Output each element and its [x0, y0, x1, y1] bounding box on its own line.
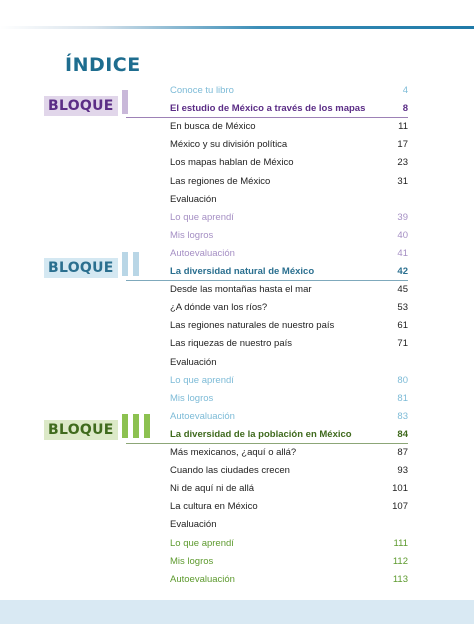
toc-entry[interactable] — [170, 571, 408, 589]
toc-entry[interactable] — [170, 173, 408, 191]
toc-entry-page: 39 — [397, 211, 408, 223]
roman-numeral-bar — [122, 252, 128, 276]
toc-entry-title: La cultura en México — [170, 501, 258, 513]
toc-entry-page: 81 — [397, 392, 408, 404]
toc-entry-page: 71 — [397, 338, 408, 350]
toc-entry-title: Autoevaluación — [170, 573, 235, 585]
bloque-2-label: BLOQUE — [44, 258, 118, 278]
toc-entry-page: 101 — [392, 483, 408, 495]
roman-numeral-bar — [133, 414, 139, 438]
toc-entry-page: 53 — [397, 302, 408, 314]
toc-entry-title: Evaluación — [170, 193, 217, 205]
toc-entry-page: 23 — [397, 157, 408, 169]
toc-entry[interactable] — [170, 354, 408, 372]
toc-entry-title: Las regiones naturales de nuestro país — [170, 320, 335, 332]
toc-entry-title: Más mexicanos, ¿aquí o allá? — [170, 447, 297, 458]
block-title-underline — [126, 280, 408, 281]
toc-entry[interactable] — [170, 245, 408, 263]
toc-entry-page: 84 — [397, 428, 408, 440]
toc-entry-page: 93 — [397, 465, 408, 477]
toc-entry-title: Autoevaluación — [170, 410, 235, 422]
toc-entry-title: Cuando las ciudades crecen — [170, 465, 290, 477]
toc-entry[interactable] — [170, 263, 408, 281]
bloque-3-label: BLOQUE — [44, 420, 118, 440]
toc-entry-title: Lo que aprendí — [170, 211, 234, 223]
toc-entry[interactable] — [170, 100, 408, 118]
toc-entry-title: Evaluación — [170, 519, 217, 531]
toc-entry-title: Lo que aprendí — [170, 537, 234, 549]
toc-entry-title: Mis logros — [170, 392, 214, 404]
toc-entry-page: 31 — [397, 175, 408, 187]
toc-entry-page: 45 — [397, 284, 408, 296]
toc-entry-title: ¿A dónde van los ríos? — [170, 302, 268, 314]
toc-entry-title: Mis logros — [170, 555, 214, 567]
toc-entry-page: 8 — [402, 103, 408, 115]
toc-entry[interactable] — [170, 317, 408, 335]
toc-entry[interactable] — [170, 480, 408, 498]
toc-entry-page: 42 — [397, 266, 408, 277]
toc-entry-page: 17 — [397, 139, 408, 151]
toc-entry-page: 83 — [397, 410, 408, 422]
toc-entry[interactable] — [170, 281, 408, 299]
roman-numeral-bar — [133, 252, 139, 276]
toc-entry-title: Las regiones de México — [170, 175, 271, 187]
toc-entry-page: 40 — [397, 229, 408, 241]
footer-band — [0, 600, 474, 624]
toc-entry[interactable] — [170, 553, 408, 571]
toc-entry[interactable] — [170, 444, 408, 462]
toc-entry[interactable] — [170, 191, 408, 209]
roman-numeral-bar — [122, 414, 128, 438]
toc-entry[interactable] — [170, 390, 408, 408]
toc-entry[interactable] — [170, 154, 408, 172]
toc-entry-title: La diversidad de la población en México — [170, 428, 352, 440]
toc-entry-page: 4 — [402, 85, 408, 96]
page-title: ÍNDICE — [65, 54, 141, 76]
toc-entry-page: 61 — [397, 320, 408, 332]
toc-entry-title: Evaluación — [170, 356, 217, 368]
toc-entry-page: 111 — [393, 537, 408, 549]
toc-entry-page: 107 — [392, 501, 408, 513]
toc-entry[interactable] — [170, 136, 408, 154]
toc-entry-page: 11 — [398, 121, 408, 133]
toc-entry-title: El estudio de México a través de los mapas — [170, 103, 366, 115]
toc-entry[interactable] — [170, 535, 408, 553]
toc-entry[interactable] — [170, 408, 408, 426]
toc-entry-page: 41 — [397, 247, 408, 259]
toc-entry[interactable] — [170, 372, 408, 390]
toc-entry[interactable] — [170, 516, 408, 534]
toc-entry[interactable] — [170, 462, 408, 480]
bloque-1-label: BLOQUE — [44, 96, 118, 116]
toc-entry[interactable] — [170, 209, 408, 227]
toc-entry-title: La diversidad natural de México — [170, 266, 315, 277]
toc-entry[interactable] — [170, 498, 408, 516]
toc-entry-title: México y su división política — [170, 139, 288, 151]
block-title-underline — [126, 117, 408, 118]
toc-entry-title: Lo que aprendí — [170, 374, 234, 386]
toc-entry-title: En busca de México — [170, 121, 256, 133]
toc-entry-page: 112 — [392, 555, 408, 567]
toc-entry-title: Mis logros — [170, 229, 214, 241]
roman-numeral-bar — [122, 90, 128, 114]
toc-entry-title: Desde las montañas hasta el mar — [170, 284, 312, 296]
toc-entry-title: Las riquezas de nuestro país — [170, 338, 292, 350]
toc-entry-title: Ni de aquí ni de allá — [170, 483, 254, 495]
block-title-underline — [126, 443, 408, 444]
toc-entry[interactable] — [170, 82, 408, 100]
roman-numeral-bar — [144, 414, 150, 438]
toc-entry-title: Autoevaluación — [170, 247, 235, 259]
toc-entry-page: 80 — [397, 374, 408, 386]
toc-entry-page: 113 — [392, 573, 408, 585]
toc-entry[interactable] — [170, 299, 408, 317]
toc-entry[interactable] — [170, 227, 408, 245]
toc-entry[interactable] — [170, 118, 408, 136]
toc-entry-page: 87 — [397, 447, 408, 458]
toc-entry[interactable] — [170, 426, 408, 444]
toc-entry-title: Los mapas hablan de México — [170, 157, 294, 169]
toc-entry-title: Conoce tu libro — [170, 85, 234, 96]
header-rule — [0, 26, 474, 29]
toc-entry[interactable] — [170, 335, 408, 353]
